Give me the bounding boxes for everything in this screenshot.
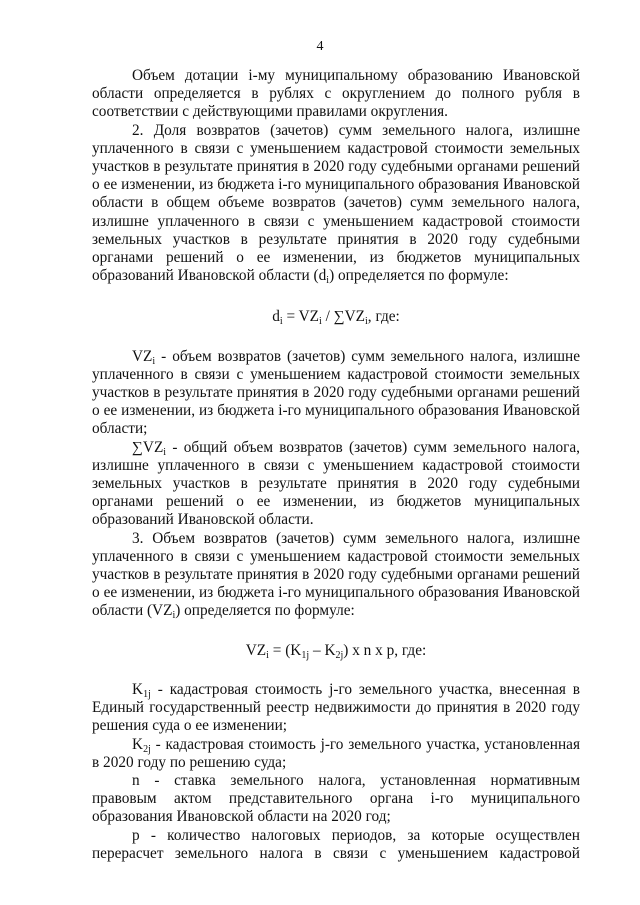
formula-symbol: = (K (268, 641, 302, 659)
paragraph-3-volume-definition (92, 530, 580, 621)
paragraph-3-subscript: i (172, 610, 176, 622)
definition-symbol: K (132, 680, 144, 698)
definition-text: - кадастровая стоимость j-го земельного участка, внесенная в Единый государственный реестр недвижимости до принятия в 2020 году решения суда о ее изменении; (92, 680, 580, 735)
formula-subscript: 2j (335, 649, 344, 661)
document-body (92, 67, 580, 863)
formula-symbol: ) x n x p, где: (343, 641, 427, 659)
formula-subscript: 1j (301, 649, 310, 661)
definition-subscript: i (163, 446, 167, 458)
definition-text: - объем возвратов (зачетов) сумм земельного налога, излишне уплаченного в связи с уменьшением кадастровой стоимости земельных участков в результате принятия в 2020 году судебными органами решений о ее изменении, из бюджета i-го муниципального образования Ивановской области; (92, 347, 580, 438)
formula-subscript: i (279, 316, 283, 328)
definition-k2 (92, 736, 580, 772)
definition-sum-vz (92, 439, 580, 530)
formula-symbol: , где: (367, 308, 400, 326)
formula-symbol: / ∑VZ (321, 308, 366, 326)
definition-subscript: i (152, 355, 156, 367)
paragraph-3-text-end: ) определяется по формуле: (175, 602, 355, 620)
definition-k1 (92, 681, 580, 736)
page-number: 4 (316, 39, 324, 54)
definition-n: n - ставка земельного налога, установленная нормативным правовым актом представительного органа i-го муниципального образования Ивановской области на 2020 год; (92, 771, 580, 826)
formula-symbol: – K (309, 641, 336, 659)
definition-text: - общий объем возвратов (зачетов) сумм земельного налога, излишне уплаченного в связи с уменьшением кадастровой стоимости земельных участков в результате принятия в 2020 году судебными органами решений о ее изменении, из бюджетов муниципальных образований Ивановской области. (92, 438, 580, 529)
formula-subscript: i (266, 649, 269, 661)
definition-vz (92, 348, 580, 439)
formula-share (92, 308, 580, 326)
paragraph-2-subscript: i (326, 275, 330, 287)
paragraph-2-text-end: ) определяется по формуле: (329, 267, 509, 285)
formula-symbol: VZ (245, 641, 267, 659)
formula-symbol: = VZ (282, 308, 320, 326)
definition-symbol: VZ (132, 347, 153, 365)
definition-symbol: K (132, 735, 144, 753)
definition-symbol: ∑VZ (132, 438, 164, 456)
definition-subscript: 2j (143, 743, 151, 755)
formula-subscript: i (365, 316, 368, 328)
formula-volume (92, 642, 580, 660)
paragraph-subsidy-rounding: Объем дотации i-му муниципальному образованию Ивановской области определяется в рублях с округлением до полного рубля в соответствии с действующими правилами округления. (92, 67, 580, 121)
formula-symbol: d (272, 308, 280, 326)
paragraph-3-text: 3. Объем возвратов (зачетов) сумм земельного налога, излишне уплаченного в связи с уменьшением кадастровой стоимости земельных участков в результате принятия в 2020 году судебными органами решений о ее изменении, из бюджета i-го муниципального образования Ивановской области (VZ (92, 529, 580, 620)
formula-subscript: i (319, 316, 322, 328)
paragraph-2-share-definition (92, 122, 580, 286)
definition-text: - кадастровая стоимость j-го земельного участка, установленная в 2020 году по решению суда; (92, 735, 580, 771)
definition-subscript: 1j (143, 688, 151, 700)
paragraph-2-text: 2. Доля возвратов (зачетов) сумм земельного налога, излишне уплаченного в связи с уменьшением кадастровой стоимости земельных участков в результате принятия в 2020 году судебными органами решений о ее изменении, из бюджета i-го муниципального образования Ивановской области в общем объеме возвратов (зачетов) сумм земельного налога, излишне уплаченного в связи с уменьшением кадастровой стоимости земельных участков в результате принятия в 2020 году судебными органами решений о ее изменении, из бюджетов муниципальных образований Ивановской области (d (92, 121, 580, 285)
definition-p: p - количество налоговых периодов, за которые осуществлен перерасчет земельного налога в связи с уменьшением кадастровой (92, 826, 580, 862)
